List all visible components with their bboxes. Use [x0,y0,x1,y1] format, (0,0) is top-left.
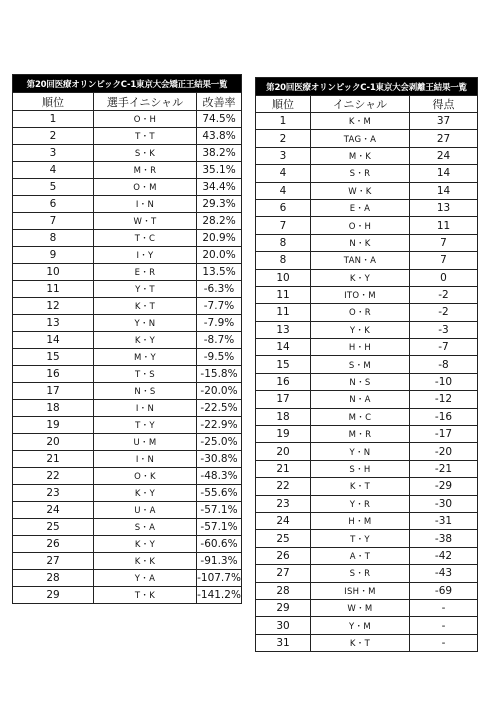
table-row [256,478,478,495]
table-row [256,182,478,199]
rank-cell: 18 [13,400,94,417]
improvement-cell: -6.3% [197,281,242,298]
table-row [256,512,478,529]
rank-cell: 11 [13,281,94,298]
improvement-cell: -30.8% [197,451,242,468]
score-cell: -12 [410,391,478,408]
hakuri-results-table [255,77,478,652]
improvement-cell: 20.9% [197,230,242,247]
table-row [13,434,242,451]
initials-cell: U・M [94,434,197,451]
table-row [13,553,242,570]
col-header-score: 得点 [410,96,478,113]
rank-cell: 15 [13,349,94,366]
table-row [256,599,478,616]
table-row [256,304,478,321]
table-row [13,298,242,315]
table-row [13,128,242,145]
rank-cell: 13 [256,321,311,338]
initials-cell: I・Y [94,247,197,264]
improvement-cell: -107.7% [197,570,242,587]
rank-cell: 11 [256,286,311,303]
initials-cell: K・T [311,634,410,651]
initials-cell: S・A [94,519,197,536]
score-cell: -2 [410,286,478,303]
rank-cell: 30 [256,617,311,634]
improvement-cell: 34.4% [197,179,242,196]
initials-cell: K・Y [94,332,197,349]
rank-cell: 15 [256,356,311,373]
initials-cell: W・T [94,213,197,230]
rank-cell: 10 [13,264,94,281]
table-row [13,536,242,553]
rank-cell: 27 [256,565,311,582]
score-cell: -17 [410,426,478,443]
initials-cell: T・C [94,230,197,247]
initials-cell: S・M [311,356,410,373]
rank-cell: 1 [256,113,311,130]
score-cell: 24 [410,147,478,164]
initials-cell: H・M [311,512,410,529]
initials-cell: ISH・M [311,582,410,599]
table-row [13,230,242,247]
table-row [13,162,242,179]
score-cell: -31 [410,512,478,529]
rank-cell: 18 [256,408,311,425]
table-row [13,570,242,587]
score-cell: 37 [410,113,478,130]
initials-cell: O・M [94,179,197,196]
initials-cell: N・S [311,373,410,390]
table-row [13,332,242,349]
rank-cell: 16 [256,373,311,390]
col-header-initials: イニシャル [311,96,410,113]
rank-cell: 3 [256,147,311,164]
score-cell: 7 [410,234,478,251]
score-cell: - [410,599,478,616]
rank-cell: 3 [13,145,94,162]
score-cell: 7 [410,252,478,269]
rank-cell: 12 [13,298,94,315]
table-title: 第20回医療オリンピックC-1東京大会剥離王結果一覧 [256,78,478,96]
initials-cell: O・R [311,304,410,321]
rank-cell: 10 [256,269,311,286]
initials-cell: T・S [94,366,197,383]
col-header-rank: 順位 [13,93,94,111]
initials-cell: U・A [94,502,197,519]
initials-cell: Y・K [311,321,410,338]
rank-cell: 5 [13,179,94,196]
table-row [13,196,242,213]
initials-cell: M・C [311,408,410,425]
table-row [13,349,242,366]
rank-cell: 25 [256,530,311,547]
table-row [13,587,242,604]
improvement-cell: 35.1% [197,162,242,179]
initials-cell: K・Y [94,485,197,502]
rank-cell: 4 [256,182,311,199]
improvement-cell: -15.8% [197,366,242,383]
table-row [13,281,242,298]
rank-cell: 25 [13,519,94,536]
rank-cell: 19 [256,426,311,443]
initials-cell: I・N [94,400,197,417]
improvement-cell: -8.7% [197,332,242,349]
table-row [13,366,242,383]
score-cell: -38 [410,530,478,547]
rank-cell: 11 [256,304,311,321]
improvement-cell: 43.8% [197,128,242,145]
initials-cell: O・H [311,217,410,234]
table-row [13,400,242,417]
score-cell: 13 [410,199,478,216]
table-row [256,443,478,460]
rank-cell: 1 [13,111,94,128]
initials-cell: E・R [94,264,197,281]
initials-cell: M・K [311,147,410,164]
initials-cell: M・R [311,426,410,443]
table-row [13,451,242,468]
rank-cell: 2 [256,130,311,147]
table-row [13,519,242,536]
initials-cell: T・K [94,587,197,604]
initials-cell: T・Y [94,417,197,434]
rank-cell: 20 [13,434,94,451]
rank-cell: 6 [13,196,94,213]
table-row [256,426,478,443]
table-row [256,339,478,356]
improvement-cell: -22.9% [197,417,242,434]
rank-cell: 22 [13,468,94,485]
initials-cell: S・R [311,565,410,582]
table-row [13,111,242,128]
rank-cell: 7 [13,213,94,230]
rank-cell: 19 [13,417,94,434]
initials-cell: K・Y [311,269,410,286]
improvement-cell: -20.0% [197,383,242,400]
col-header-initials: 選手イニシャル [94,93,197,111]
rank-cell: 8 [13,230,94,247]
table-row [13,247,242,264]
initials-cell: W・K [311,182,410,199]
improvement-cell: -25.0% [197,434,242,451]
kyosei-results-table [12,74,242,604]
improvement-cell: 74.5% [197,111,242,128]
score-cell: -2 [410,304,478,321]
rank-cell: 14 [13,332,94,349]
table-row [256,495,478,512]
improvement-cell: -57.1% [197,502,242,519]
rank-cell: 26 [13,536,94,553]
score-cell: 27 [410,130,478,147]
rank-cell: 4 [13,162,94,179]
table-row [256,286,478,303]
improvement-cell: -55.6% [197,485,242,502]
rank-cell: 8 [256,252,311,269]
table-row [13,315,242,332]
initials-cell: T・Y [311,530,410,547]
initials-cell: Y・T [94,281,197,298]
initials-cell: S・K [94,145,197,162]
table-row [256,547,478,564]
initials-cell: I・N [94,451,197,468]
table-row [256,252,478,269]
table-row [13,502,242,519]
improvement-cell: 13.5% [197,264,242,281]
table-row [256,565,478,582]
initials-cell: M・Y [94,349,197,366]
improvement-cell: 38.2% [197,145,242,162]
table-row [256,130,478,147]
score-cell: -21 [410,460,478,477]
rank-cell: 13 [13,315,94,332]
table-row [256,408,478,425]
table-row [256,147,478,164]
rank-cell: 17 [13,383,94,400]
rank-cell: 21 [256,460,311,477]
table-row [13,264,242,281]
initials-cell: W・M [311,599,410,616]
table-row [256,199,478,216]
score-cell: 11 [410,217,478,234]
score-cell: -16 [410,408,478,425]
score-cell: 14 [410,165,478,182]
table-row [13,417,242,434]
initials-cell: K・M [311,113,410,130]
improvement-cell: -7.9% [197,315,242,332]
initials-cell: I・N [94,196,197,213]
table-row [256,582,478,599]
table-row [13,468,242,485]
improvement-cell: -91.3% [197,553,242,570]
rank-cell: 24 [13,502,94,519]
initials-cell: S・H [311,460,410,477]
rank-cell: 8 [256,234,311,251]
initials-cell: N・A [311,391,410,408]
rank-cell: 27 [13,553,94,570]
rank-cell: 28 [13,570,94,587]
table-row [256,321,478,338]
improvement-cell: -60.6% [197,536,242,553]
initials-cell: O・H [94,111,197,128]
rank-cell: 2 [13,128,94,145]
rank-cell: 23 [256,495,311,512]
initials-cell: ITO・M [311,286,410,303]
initials-cell: K・T [311,478,410,495]
initials-cell: K・Y [94,536,197,553]
table-row [256,460,478,477]
score-cell: 14 [410,182,478,199]
rank-cell: 31 [256,634,311,651]
initials-cell: K・K [94,553,197,570]
initials-cell: N・K [311,234,410,251]
improvement-cell: 20.0% [197,247,242,264]
table-row [256,165,478,182]
initials-cell: K・T [94,298,197,315]
improvement-cell: -48.3% [197,468,242,485]
rank-cell: 21 [13,451,94,468]
improvement-cell: -9.5% [197,349,242,366]
score-cell: -10 [410,373,478,390]
score-cell: 0 [410,269,478,286]
score-cell: - [410,617,478,634]
initials-cell: Y・R [311,495,410,512]
col-header-improvement: 改善率 [197,93,242,111]
score-cell: -29 [410,478,478,495]
initials-cell: H・H [311,339,410,356]
table-row [256,217,478,234]
score-cell: -8 [410,356,478,373]
score-cell: -7 [410,339,478,356]
table-row [13,213,242,230]
score-cell: -42 [410,547,478,564]
rank-cell: 24 [256,512,311,529]
score-cell: -30 [410,495,478,512]
initials-cell: TAG・A [311,130,410,147]
table-row [256,391,478,408]
table-row [256,373,478,390]
rank-cell: 14 [256,339,311,356]
rank-cell: 28 [256,582,311,599]
improvement-cell: -7.7% [197,298,242,315]
initials-cell: Y・N [311,443,410,460]
table-row [13,485,242,502]
initials-cell: A・T [311,547,410,564]
initials-cell: Y・N [94,315,197,332]
table-row [13,383,242,400]
table-row [256,356,478,373]
rank-cell: 20 [256,443,311,460]
table-row [256,617,478,634]
table-row [256,634,478,651]
table-row [13,179,242,196]
score-cell: -69 [410,582,478,599]
improvement-cell: -57.1% [197,519,242,536]
initials-cell: Y・M [311,617,410,634]
initials-cell: S・R [311,165,410,182]
rank-cell: 23 [13,485,94,502]
table-row [256,530,478,547]
initials-cell: E・A [311,199,410,216]
improvement-cell: -22.5% [197,400,242,417]
table-row [256,234,478,251]
rank-cell: 29 [13,587,94,604]
table-row [256,269,478,286]
initials-cell: Y・A [94,570,197,587]
score-cell: - [410,634,478,651]
table-row [256,113,478,130]
initials-cell: O・K [94,468,197,485]
rank-cell: 22 [256,478,311,495]
score-cell: -43 [410,565,478,582]
table-title: 第20回医療オリンピックC-1東京大会矯正王結果一覧 [13,75,242,93]
rank-cell: 9 [13,247,94,264]
rank-cell: 4 [256,165,311,182]
improvement-cell: 28.2% [197,213,242,230]
improvement-cell: 29.3% [197,196,242,213]
initials-cell: M・R [94,162,197,179]
rank-cell: 7 [256,217,311,234]
initials-cell: N・S [94,383,197,400]
rank-cell: 16 [13,366,94,383]
improvement-cell: -141.2% [197,587,242,604]
score-cell: -3 [410,321,478,338]
rank-cell: 26 [256,547,311,564]
rank-cell: 17 [256,391,311,408]
rank-cell: 29 [256,599,311,616]
initials-cell: T・T [94,128,197,145]
col-header-rank: 順位 [256,96,311,113]
score-cell: -20 [410,443,478,460]
initials-cell: TAN・A [311,252,410,269]
table-row [13,145,242,162]
rank-cell: 6 [256,199,311,216]
